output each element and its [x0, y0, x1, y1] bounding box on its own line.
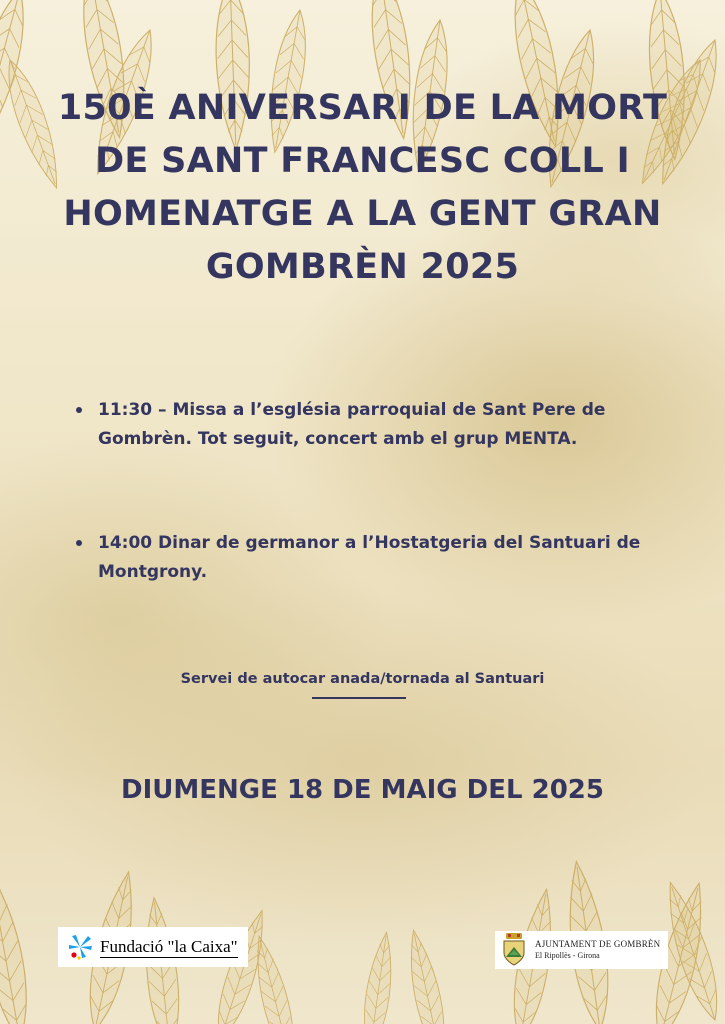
divider [312, 697, 406, 699]
event-text: 11:30 – Missa a l’església parroquial de Sant Pere de Gombrèn. Tot seguit, concert amb el grup MENTA. [98, 400, 606, 449]
coat-of-arms-icon [501, 933, 527, 967]
event-list-2 [76, 529, 676, 587]
ajuntament-location: El Ripollès - Girona [535, 951, 600, 960]
event-item [76, 529, 676, 587]
ajuntament-gombren-logo [495, 931, 668, 969]
event-list-1 [76, 396, 676, 454]
caixa-logo-text: Fundació "la Caixa" [100, 936, 238, 956]
bus-service-note: Servei de autocar anada/tornada al Santuari [180, 671, 545, 687]
ajuntament-text [535, 939, 660, 961]
bullet-icon [76, 540, 82, 546]
event-item [76, 396, 676, 454]
event-date: DIUMENGE 18 DE MAIG DEL 2025 [121, 775, 604, 805]
ajuntament-name: AJUNTAMENT DE GOMBRÈN [535, 939, 661, 949]
bullet-icon [76, 407, 82, 413]
event-text: 14:00 Dinar de germanor a l’Hostatgeria del Santuari de Montgrony. [98, 533, 641, 582]
fundacio-la-caixa-logo [58, 927, 248, 967]
poster-title: 150È ANIVERSARI DE LA MORT DE SANT FRANCESC COLL I HOMENATGE A LA GENT GRAN GOMBRÈN 2025 [57, 88, 668, 287]
caixa-star-icon [66, 933, 94, 961]
